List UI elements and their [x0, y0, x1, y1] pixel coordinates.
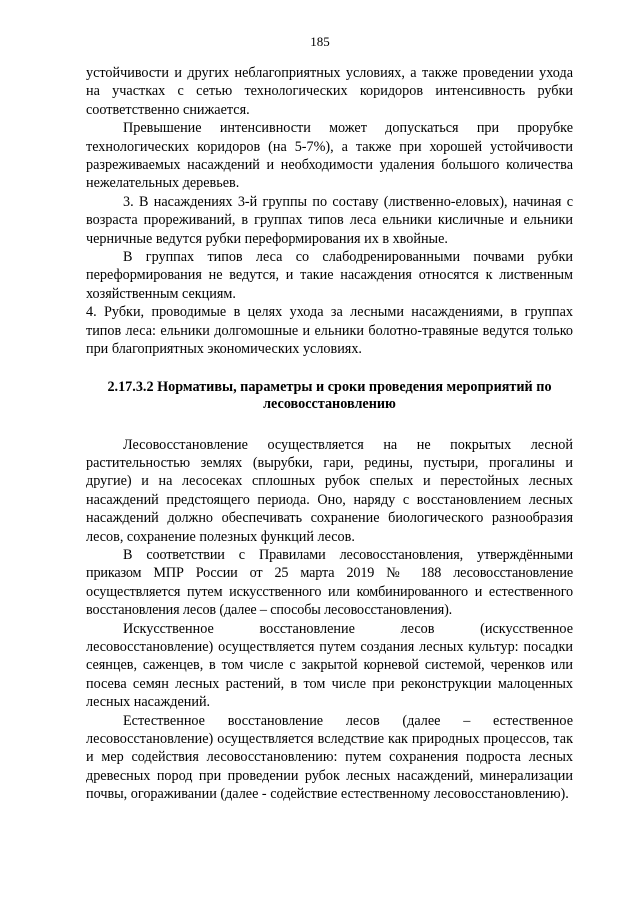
paragraph-item-4: 4. Рубки, проводимые в целях ухода за лесными насаждениями, в группах типов леса: ельники долгомошные и ельники болотно-травяные ведутся только при благоприятных экономических условиях.: [86, 304, 573, 358]
paragraph-group-3: 3. В насаждениях 3-й группы по составу (лиственно-еловых), начиная с возраста прореживаний, в группах типов леса ельники кисличные и ельники черничные ведутся рубки переформирования их в хвойные.: [86, 193, 573, 247]
page-body: [86, 64, 573, 804]
page-number: 185: [310, 34, 330, 49]
paragraph-intensity-excess: Превышение интенсивности может допускаться при прорубке технологических коридоров (на 5-7%), а также при хорошей устойчивости разреживаемых насаждений и необходимости удаления большого количества нежелательных деревьев.: [86, 120, 573, 192]
paragraph-continuation: устойчивости и других неблагоприятных условиях, а также проведении ухода на участках с сетью технологических коридоров интенсивность рубки соответственно снижается.: [86, 65, 573, 118]
section-heading: 2.17.3.2 Нормативы, параметры и сроки проведения мероприятий по лесовосстановлению: [107, 378, 552, 412]
paragraph-natural-reforestation: Естественное восстановление лесов (далее – естественное лесовосстановление) осуществляется вследствие как природных процессов, так и мер содействия лесовосстановлению: путем сохранения подроста лесных древесных пород при проведении рубок лесных насаждений, минерализации почвы, огораживании (далее - содействие естественному лесовосстановлению).: [86, 712, 573, 803]
paragraph-artificial-reforestation: Искусственное восстановление лесов (искусственное лесовосстановление) осуществляется путем создания лесных культур: посадки сеянцев, саженцев, в том числе с закрытой корневой системой, черенков или посева семян лесных растений, в том числе при реконструкции малоценных лесных насаждений.: [86, 620, 573, 711]
paragraph-poorly-drained-soils: В группах типов леса со слабодренированными почвами рубки переформирования не ведутся, и такие насаждения относятся к лиственным хозяйственным секциям.: [86, 249, 573, 302]
paragraph-reforestation-rules: В соответствии с Правилами лесовосстановления, утверждёнными приказом МПР России от 25 марта 2019 № 188 лесовосстановление осуществляется путем искусственного или комбинированного и естественного восстановления лесов (далее – способы лесовосстановления).: [86, 546, 573, 619]
paragraph-reforestation-intro: Лесовосстановление осуществляется на не покрытых лесной растительностью землях (вырубки, гари, редины, пустыри, прогалины и другие) и на лесосеках сплошных рубок спелых и перестойных лесных насаждений предстоящего периода. Оно, наряду с восстановлением лесных насаждений должно обеспечивать сохранение биологического разнообразия лесов, сохранение полезных функций лесов.: [86, 436, 573, 545]
